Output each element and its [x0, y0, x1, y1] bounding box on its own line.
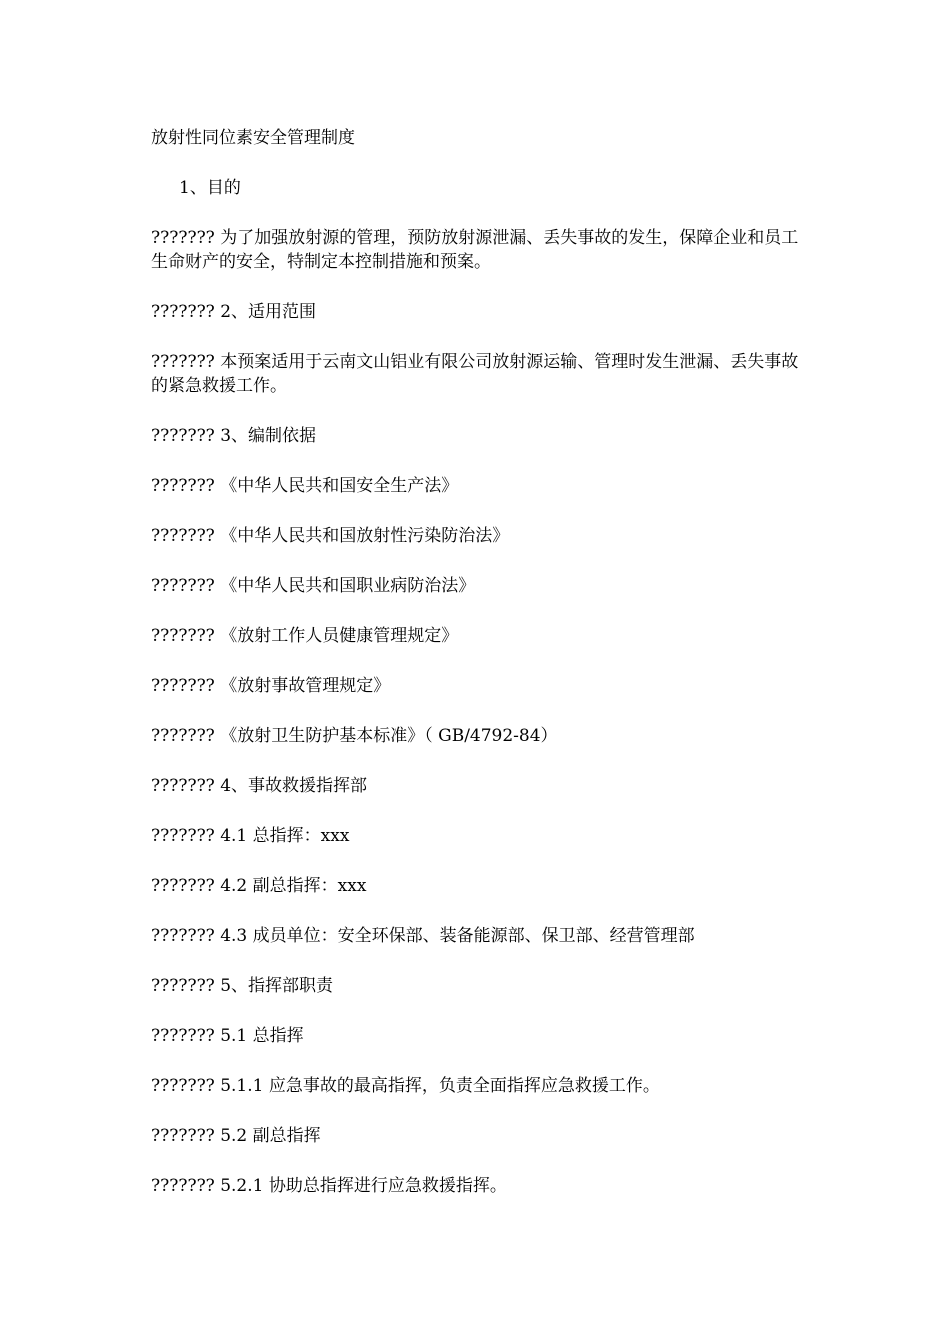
unknown-characters: ??????? — [151, 1176, 215, 1196]
unknown-characters: ??????? — [151, 626, 215, 646]
unknown-characters: ??????? — [151, 976, 215, 996]
paragraph-10 — [151, 674, 801, 698]
paragraph-4 — [151, 350, 801, 398]
paragraph-text: 5.2 副总指挥 — [214, 1126, 321, 1146]
unknown-characters: ??????? — [151, 1026, 215, 1046]
paragraph-text: 本预案适用于云南文山铝业有限公司放射源运输、管理时发生泄漏、丢失事故的紧急救援工作。 — [151, 352, 799, 396]
unknown-characters: ??????? — [151, 352, 215, 372]
paragraph-2 — [151, 226, 801, 274]
paragraph-text: 3、编制依据 — [214, 426, 317, 446]
paragraph-15 — [151, 924, 801, 948]
paragraph-20 — [151, 1174, 801, 1198]
unknown-characters: ??????? — [151, 776, 215, 796]
unknown-characters: ??????? — [151, 526, 215, 546]
unknown-characters: ??????? — [151, 676, 215, 696]
paragraph-text: 《放射事故管理规定》 — [214, 676, 391, 696]
paragraph-19 — [151, 1124, 801, 1148]
paragraph-13 — [151, 824, 801, 848]
paragraph-14 — [151, 874, 801, 898]
document-body — [151, 126, 801, 1224]
unknown-characters: ??????? — [151, 302, 215, 322]
paragraph-text: 2、适用范围 — [214, 302, 317, 322]
paragraph-text: 1、目的 — [179, 178, 241, 198]
unknown-characters: ??????? — [151, 876, 215, 896]
paragraph-text: 5.2.1 协助总指挥进行应急救援指挥。 — [214, 1176, 507, 1196]
paragraph-1 — [151, 176, 801, 200]
paragraph-text: 5.1.1 应急事故的最高指挥，负责全面指挥应急救援工作。 — [214, 1076, 660, 1096]
paragraph-17 — [151, 1024, 801, 1048]
document-title: 放射性同位素安全管理制度 — [151, 128, 355, 148]
unknown-characters: ??????? — [151, 476, 215, 496]
paragraph-text: 《放射工作人员健康管理规定》 — [214, 626, 459, 646]
unknown-characters: ??????? — [151, 228, 215, 248]
paragraph-12 — [151, 774, 801, 798]
paragraph-text: 为了加强放射源的管理，预防放射源泄漏、丢失事故的发生，保障企业和员工生命财产的安全，特制定本控制措施和预案。 — [151, 228, 799, 272]
paragraph-text: 《中华人民共和国职业病防治法》 — [214, 576, 476, 596]
unknown-characters: ??????? — [151, 1076, 215, 1096]
paragraph-9 — [151, 624, 801, 648]
paragraph-text: 5、指挥部职责 — [214, 976, 334, 996]
paragraph-7 — [151, 524, 801, 548]
paragraph-text: 4.2 副总指挥：xxx — [214, 876, 367, 896]
paragraph-3 — [151, 300, 801, 324]
paragraph-11 — [151, 724, 801, 748]
paragraph-text: 《中华人民共和国放射性污染防治法》 — [214, 526, 510, 546]
unknown-characters: ??????? — [151, 826, 215, 846]
unknown-characters: ??????? — [151, 576, 215, 596]
paragraph-text: 4.3 成员单位：安全环保部、装备能源部、保卫部、经营管理部 — [214, 926, 695, 946]
unknown-characters: ??????? — [151, 1126, 215, 1146]
paragraph-text: 4、事故救援指挥部 — [214, 776, 368, 796]
paragraph-text: 4.1 总指挥：xxx — [214, 826, 350, 846]
paragraph-16 — [151, 974, 801, 998]
paragraph-18 — [151, 1074, 801, 1098]
unknown-characters: ??????? — [151, 726, 215, 746]
unknown-characters: ??????? — [151, 926, 215, 946]
paragraph-8 — [151, 574, 801, 598]
paragraph-5 — [151, 424, 801, 448]
paragraph-text: 5.1 总指挥 — [214, 1026, 304, 1046]
unknown-characters: ??????? — [151, 426, 215, 446]
paragraph-6 — [151, 474, 801, 498]
paragraph-text: 《放射卫生防护基本标准》（ GB/4792-84） — [214, 726, 558, 746]
paragraph-text: 《中华人民共和国安全生产法》 — [214, 476, 459, 496]
